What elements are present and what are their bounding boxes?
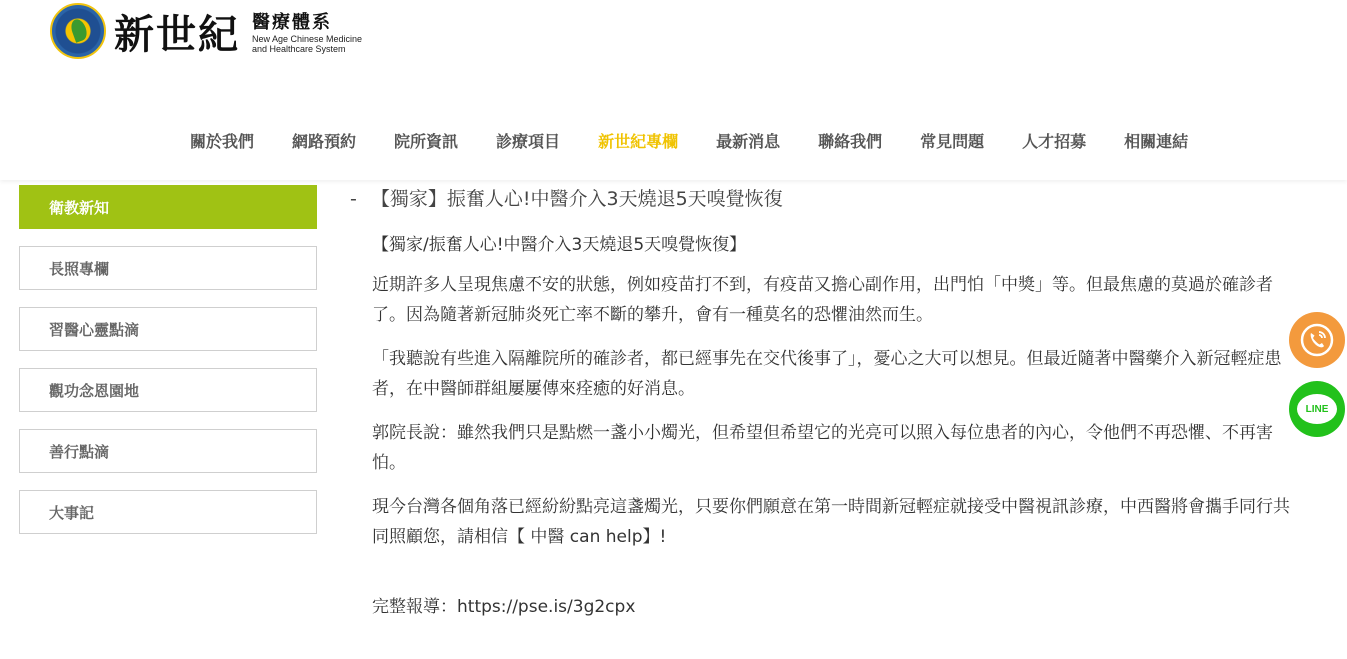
sidebar-item-long-term-care[interactable]: 長照專欄: [19, 246, 317, 290]
nav-item-booking[interactable]: 網路預約: [292, 132, 357, 151]
article-title: [350, 184, 1290, 214]
main-content: [350, 184, 1290, 636]
sidebar: [19, 185, 317, 551]
title-dash: -: [350, 188, 357, 210]
nav-item-clinics[interactable]: 院所資訊: [394, 132, 459, 151]
nav-item-news[interactable]: 最新消息: [716, 132, 781, 151]
article-paragraph: 郭院長說：雖然我們只是點燃一盞小小燭光，但希望但希望它的光亮可以照入每位患者的內心，令他們不再恐懼、不再害怕。: [372, 423, 1273, 473]
nav-item-column[interactable]: 新世紀專欄: [598, 132, 679, 151]
line-float-button[interactable]: [1289, 381, 1345, 437]
site-logo[interactable]: [50, 0, 362, 62]
sidebar-item-gratitude-garden[interactable]: 觀功念恩園地: [19, 368, 317, 412]
article-paragraph: 「我聽說有些進入隔離院所的確診者，都已經事先在交代後事了」，憂心之大可以想見。但最近隨著中醫藥介入新冠輕症患者，在中醫師群組屢屢傳來痊癒的好消息。: [372, 349, 1282, 399]
article-paragraph: 現今台灣各個角落已經紛紛點亮這盞燭光，只要你們願意在第一時間新冠輕症就接受中醫視訊診療，中西醫將會攜手同行共同照顧您，請相信【 中醫 can help】!: [372, 497, 1290, 547]
nav-item-contact[interactable]: 聯絡我們: [818, 132, 883, 151]
main-nav: [171, 128, 1207, 156]
nav-item-careers[interactable]: 人才招募: [1022, 132, 1087, 151]
logo-name-en-line2: and Healthcare System: [252, 44, 346, 54]
sidebar-item-good-deeds[interactable]: 善行點滴: [19, 429, 317, 473]
nav-item-links[interactable]: 相關連結: [1124, 132, 1189, 151]
site-header: [0, 0, 1347, 180]
logo-name-en-line1: New Age Chinese Medicine: [252, 34, 363, 44]
article-title-text: 【獨家】振奮人心!中醫介入3天燒退5天嗅覺恢復: [370, 188, 783, 210]
logo-subtitle: [252, 8, 362, 54]
article-subtitle: 【獨家/振奮人心!中醫介入3天燒退5天嗅覺恢復】: [372, 235, 747, 255]
phone-float-button[interactable]: [1289, 312, 1345, 368]
article-paragraph: 近期許多人呈現焦慮不安的狀態，例如疫苗打不到，有疫苗又擔心副作用，出門怕「中獎」等。但最焦慮的莫過於確診者了。因為隨著新冠肺炎死亡率不斷的攀升，會有一種莫名的恐懼油然而生。: [372, 275, 1273, 325]
logo-emblem-icon: [50, 3, 106, 59]
nav-item-services[interactable]: 診療項目: [496, 132, 561, 151]
sidebar-item-milestones[interactable]: 大事記: [19, 490, 317, 534]
phone-icon: [1300, 323, 1334, 357]
sidebar-item-medical-reflections[interactable]: 習醫心靈點滴: [19, 307, 317, 351]
full-report-link[interactable]: 完整報導：https://pse.is/3g2cpx: [372, 597, 636, 617]
line-chat-icon: [1297, 394, 1337, 424]
article-body: [350, 230, 1290, 622]
logo-name-cn: 新世紀: [114, 10, 240, 58]
sidebar-item-health-education[interactable]: 衛教新知: [19, 185, 317, 229]
nav-item-about[interactable]: 關於我們: [190, 132, 255, 151]
logo-name-cn-small: 醫療體系: [252, 12, 332, 33]
nav-item-faq[interactable]: 常見問題: [920, 132, 985, 151]
line-label: LINE: [1305, 403, 1329, 415]
